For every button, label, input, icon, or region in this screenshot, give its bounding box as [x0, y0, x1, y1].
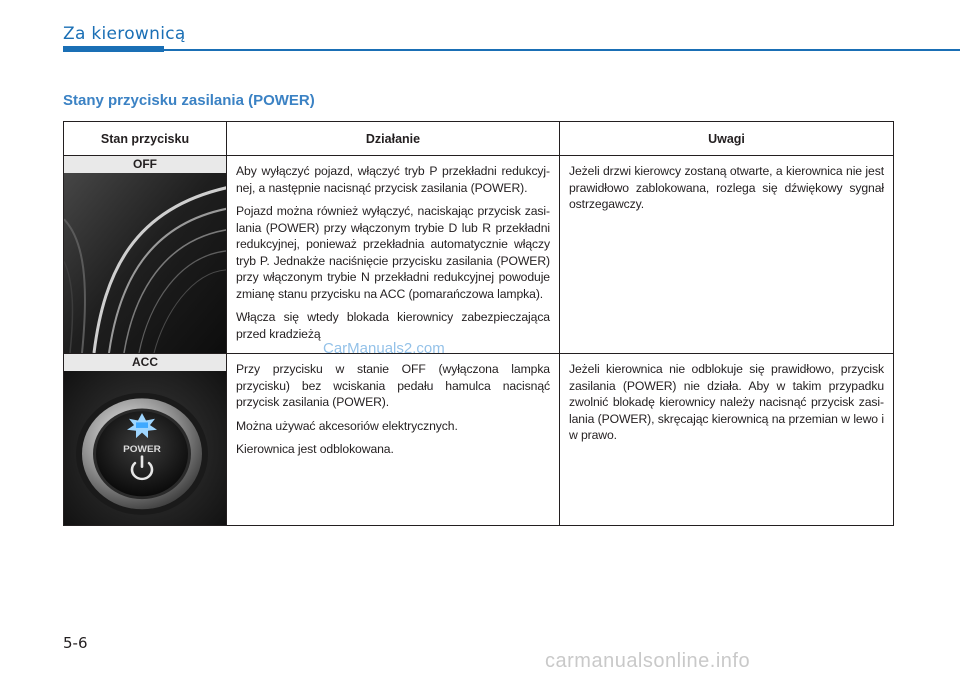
table-header-row — [64, 122, 894, 156]
watermark-footer: carmanualsonline.info — [545, 650, 751, 672]
action-paragraph: Przy przycisku w stanie OFF (wyłączona lampka przycisku) bez wciskania pedału hamulca nacisnąć przycisk zasilania (POWER). — [236, 362, 550, 409]
column-header: Uwagi — [560, 122, 894, 156]
table-row — [64, 354, 894, 526]
state-cell-acc — [64, 354, 227, 526]
header-rule — [63, 49, 960, 51]
table-row — [64, 156, 894, 354]
action-paragraph: Aby wyłączyć pojazd, włączyć tryb P przekładni redukcyj-nej, a następnie nacisnąć przycisk zasilania (POWER). — [236, 164, 550, 195]
action-paragraph: Można używać akcesoriów elektrycznych. — [236, 418, 458, 433]
page-subtitle: Stany przycisku zasilania (POWER) — [63, 92, 315, 109]
state-label-off: OFF — [64, 156, 226, 173]
dashboard-photo — [64, 156, 227, 353]
action-paragraph: Kierownica jest odblokowana. — [236, 442, 394, 456]
notes-cell-off — [560, 156, 894, 354]
action-paragraph: Włącza się wtedy blokada kierownicy zabezpieczająca przed kradzieżą — [236, 310, 550, 341]
column-header: Stan przycisku — [64, 122, 227, 156]
power-states-table — [63, 121, 894, 526]
power-button-photo — [64, 354, 227, 525]
notes-paragraph: Jeżeli kierownica nie odblokuje się prawidłowo, przycisk zasilania (POWER) nie działa. Aby w takim przypadku zwolnić blokadę kierownicy należy nacisnąć przycisk zasi-lania (POWER), skręcając kierownicą na przemian w lewo i w prawo. — [569, 362, 884, 442]
state-cell-off — [64, 156, 227, 354]
action-paragraph: Pojazd można również wyłączyć, naciskając przycisk zasi-lania (POWER) przy włączonym trybie D lub R przekładni redukcyjnej, ponieważ przekładnia automatycznie włączy tryb P. Jednakże naciśnięcie przycisku zasilania (POWER) przy włączonym trybie N przekładni redukcyjnej powoduje zmianę stanu przycisku na ACC (pomarańczowa lampka). — [236, 204, 550, 301]
column-header: Działanie — [227, 122, 560, 156]
section-title: Za kierownicą — [63, 24, 186, 44]
watermark-overlay: CarManuals2.com — [323, 340, 445, 357]
header-rule-accent — [63, 46, 164, 52]
page-number: 5-6 — [63, 634, 88, 652]
power-button-text: POWER — [123, 444, 161, 455]
notes-paragraph: Jeżeli drzwi kierowcy zostaną otwarte, a kierownica nie jest prawidłowo zablokowana, rozlega się dźwiękowy sygnał ostrzegawczy. — [569, 164, 884, 211]
state-label-acc: ACC — [64, 354, 226, 371]
action-cell-acc — [227, 354, 560, 526]
action-cell-off — [227, 156, 560, 354]
notes-cell-acc — [560, 354, 894, 526]
